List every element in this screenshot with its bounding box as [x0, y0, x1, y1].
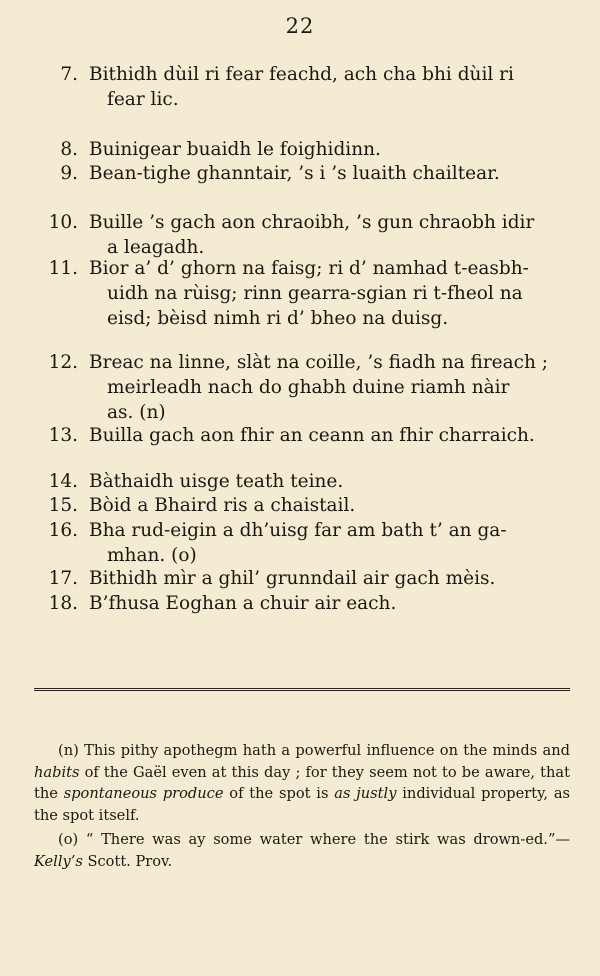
proverb-entry: [44, 518, 572, 568]
proverb-line: Builla gach aon fhir an ceann an fhir charraich.: [89, 425, 535, 446]
proverb-line: meirleadh nach do ghabh duine riamh nàir: [107, 377, 510, 398]
footnote-o: [34, 829, 570, 872]
proverb-line: fear lic.: [107, 89, 179, 110]
proverb-line: eisd; bèisd nimh ri d’ bheo na duisg.: [107, 308, 449, 329]
proverb-line: a leagadh.: [107, 237, 205, 258]
proverb-line: Bàthaidh uisge teath teine.: [89, 471, 344, 492]
footnote-text: “ There was ay some water where the stirk was drown-ed.”—: [85, 831, 570, 848]
proverb-number: 7.: [60, 64, 78, 85]
proverb-number: 9.: [60, 163, 78, 184]
footnote-text: Scott. Prov.: [87, 852, 173, 870]
proverb-number: 18.: [48, 593, 78, 614]
proverb-number: 16.: [48, 520, 78, 541]
proverb-number: 12.: [48, 352, 78, 373]
proverb-line: mhan. (o): [107, 545, 197, 566]
proverb-entry: [44, 210, 572, 260]
footnote-italic: Kelly’s: [34, 852, 83, 870]
proverb-number: 10.: [48, 212, 78, 233]
proverb-entry: [44, 350, 572, 425]
footnote-marker: (o): [58, 831, 79, 848]
proverb-line: Bha rud-eigin a dh’uisg far am bath t’ an ga-: [89, 520, 507, 541]
proverb-entry: [44, 62, 572, 112]
proverb-line: Bòid a Bhaird ris a chaistail.: [89, 495, 356, 516]
footnote-text: of the Gaël even at this day ; for they seem not to be aware, that the: [34, 763, 570, 802]
footnote-italic: as justly: [334, 785, 397, 802]
proverb-line: Buille ’s gach aon chraoibh, ’s gun chraobh idir: [89, 212, 535, 233]
proverb-line: Bior a’ d’ ghorn na faisg; ri d’ namhad t-easbh-: [89, 258, 529, 279]
proverb-number: 13.: [48, 425, 78, 446]
proverb-entry: [44, 161, 572, 186]
proverb-line: Bithidh dùil ri fear feachd, ach cha bhi dùil ri: [89, 64, 514, 85]
footnote-marker: (n): [58, 742, 79, 759]
proverb-number: 14.: [48, 471, 78, 492]
proverb-line: Breac na linne, slàt na coille, ’s fiadh na fireach ;: [89, 352, 549, 373]
proverb-number: 15.: [48, 495, 78, 516]
proverb-line: Buinigear buaidh le foighidinn.: [89, 139, 381, 160]
proverb-entry: [44, 137, 572, 162]
footnote-divider: [34, 688, 570, 691]
proverb-number: 11.: [48, 258, 78, 279]
page-number: 22: [285, 14, 315, 38]
proverb-entry: [44, 469, 572, 494]
proverb-entry: [44, 493, 572, 518]
footnote-italic: spontaneous produce: [63, 785, 224, 802]
proverb-line: Bean-tighe ghanntair, ’s i ’s luaith chailtear.: [89, 163, 500, 184]
footnote-text: of the spot is: [229, 785, 329, 802]
proverb-line: uidh na rùisg; rinn gearra-sgian ri t-fheol na: [107, 283, 523, 304]
proverb-entry: [44, 566, 572, 591]
proverb-line: Bithidh mìr a ghil’ grunndail air gach mèis.: [89, 568, 496, 589]
footnote-text: individual property, as the spot itself.: [34, 785, 571, 824]
proverb-number: 17.: [48, 568, 78, 589]
proverb-line: B’fhusa Eoghan a chuir air each.: [89, 593, 397, 614]
proverb-entry: [44, 256, 572, 331]
proverb-entry: [44, 423, 572, 448]
footnote-text: This pithy apothegm hath a powerful influence on the minds and: [84, 742, 570, 759]
proverb-entry: [44, 591, 572, 616]
footnote-n: [34, 740, 570, 826]
proverb-number: 8.: [60, 139, 78, 160]
footnote-italic: habits: [34, 763, 80, 781]
proverb-line: as. (n): [107, 402, 166, 423]
